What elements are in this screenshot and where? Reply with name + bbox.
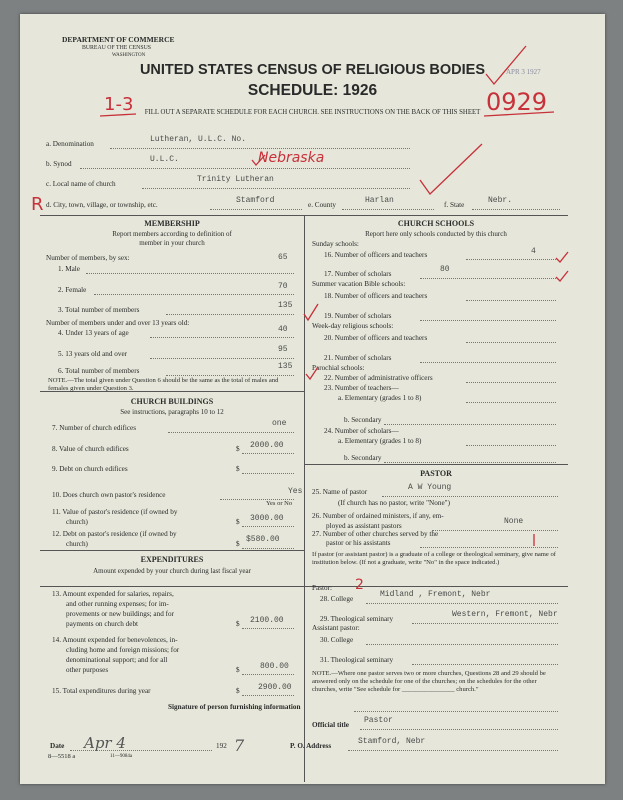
q26-label-2: ployed as assistant pastors: [326, 522, 402, 530]
q11-value-residence-label-1: 11. Value of pastor's residence (if owned by: [52, 508, 178, 516]
assistant-pastor-sublabel: Assistant pastor:: [312, 624, 360, 632]
check-total: [304, 304, 318, 320]
q14-label-2: cluding home and foreign missions; for: [66, 646, 180, 654]
received-date-stamp: APR 3 1927: [506, 68, 541, 76]
q8-value-edifices-label: 8. Value of church edifices: [52, 445, 129, 453]
q12-debt-residence-value[interactable]: $580.00: [246, 535, 280, 544]
state-value[interactable]: Nebr.: [488, 196, 513, 205]
q25-label: 25. Name of pastor: [312, 488, 368, 496]
instruction-line: FILL OUT A SEPARATE SCHEDULE FOR EACH CHURCH. SEE INSTRUCTIONS ON THE BACK OF THIS SHEET: [144, 109, 481, 116]
county-value[interactable]: Harlan: [365, 196, 394, 205]
form-number: 8—5518 a: [48, 753, 76, 760]
q11-value-residence-value[interactable]: 3000.00: [250, 514, 284, 523]
q13-label-4: payments on church debt: [66, 620, 139, 628]
q14-label-4: other purposes: [66, 666, 109, 674]
q26-value[interactable]: None: [504, 517, 524, 526]
graduate-instruction: If pastor (or assistant pastor) is a graduate of a college or theological seminary, give name of institution below. (If not a graduate, write "No" in the space indicated.): [312, 551, 557, 566]
red-checkmarks: [20, 14, 605, 784]
schools-subheading: Report here only schools conducted by this church: [365, 230, 507, 238]
q7-edifices-label: 7. Number of church edifices: [52, 424, 137, 432]
county-label: e. County: [308, 201, 336, 209]
expenditures-heading: EXPENDITURES: [140, 555, 204, 564]
yes-or-no-hint: Yes or No: [266, 500, 293, 507]
q27-label-1: 27. Number of other churches served by the: [312, 530, 439, 538]
red-annotation-r: R: [31, 194, 44, 215]
q9-debt-edifices-label: 9. Debt on church edifices: [52, 465, 128, 473]
q13-value[interactable]: 2100.00: [250, 616, 284, 625]
pastor-heading: PASTOR: [420, 469, 452, 478]
q20-label: 20. Number of officers and teachers: [324, 334, 428, 342]
q15-value[interactable]: 2900.00: [258, 683, 292, 692]
q31-label: 31. Theological seminary: [320, 656, 394, 664]
po-address-value[interactable]: Stamford, Nebr: [358, 737, 426, 746]
q6-total-value[interactable]: 135: [278, 362, 293, 371]
signature-label: Signature of person furnishing information: [168, 703, 301, 711]
q3-total-label: 3. Total number of members: [58, 306, 140, 314]
q4-under13-value[interactable]: 40: [278, 325, 288, 334]
q30-label: 30. College: [320, 636, 354, 644]
print-number: 11—9084a: [110, 754, 133, 759]
q25-hint: (If church has no pastor, write "None"): [338, 499, 450, 507]
red-annotation-two: 2: [355, 577, 364, 593]
year-handwritten[interactable]: 7: [234, 736, 245, 755]
check-q16: [556, 252, 568, 262]
check-top-right: [486, 46, 526, 84]
q1-male-value[interactable]: 65: [278, 253, 288, 262]
red-annotation-left: 1-3: [104, 94, 134, 115]
q6-total-label: 6. Total number of members: [58, 367, 140, 375]
q24-label: 24. Number of scholars—: [324, 427, 399, 435]
synod-handwritten: Nebraska: [258, 150, 325, 166]
q10-owns-residence-value[interactable]: Yes: [288, 487, 303, 496]
q5-over13-value[interactable]: 95: [278, 345, 288, 354]
q22-label: 22. Number of administrative officers: [324, 374, 433, 382]
q17-label: 17. Number of scholars: [324, 270, 392, 278]
under-over-label: Number of members under and over 13 years old:: [46, 319, 190, 327]
date-handwritten[interactable]: Apr 4: [84, 734, 126, 752]
q16-value[interactable]: 4: [531, 247, 536, 256]
q4-under13-label: 4. Under 13 years of age: [58, 329, 129, 337]
q29-label: 29. Theological seminary: [320, 615, 394, 623]
q23-secondary-label: b. Secondary: [344, 416, 382, 424]
check-county: [420, 144, 482, 194]
expenditures-subheading: Amount expended by your church during last fiscal year: [93, 567, 251, 575]
q28-label: 28. College: [320, 595, 354, 603]
q18-label: 18. Number of officers and teachers: [324, 292, 428, 300]
underline-left: [100, 114, 136, 116]
q8-value-edifices-value[interactable]: 2000.00: [250, 441, 284, 450]
summer-schools-label: Summer vacation Bible schools:: [312, 280, 406, 288]
q21-label: 21. Number of scholars: [324, 354, 392, 362]
sunday-schools-label: Sunday schools:: [312, 240, 359, 248]
synod-value[interactable]: U.L.C.: [150, 155, 179, 164]
official-title-value[interactable]: Pastor: [364, 716, 393, 725]
buildings-subheading: See instructions, paragraphs 10 to 12: [120, 408, 224, 416]
q14-value[interactable]: 800.00: [260, 662, 289, 671]
q28-value[interactable]: Midland , Fremont, Nebr: [380, 590, 491, 599]
official-title-label: Official title: [312, 721, 349, 729]
date-label: Date: [50, 742, 65, 750]
q2-female-label: 2. Female: [58, 286, 87, 294]
po-address-label: P. O. Address: [290, 742, 332, 750]
q17-value[interactable]: 80: [440, 265, 450, 274]
form-title: UNITED STATES CENSUS OF RELIGIOUS BODIES: [139, 62, 486, 78]
check-q17: [556, 271, 568, 281]
q14-label-3: denominational support; and for all: [66, 656, 168, 664]
q23-label: 23. Number of teachers—: [324, 384, 399, 392]
underline-right: [484, 112, 554, 116]
check-q6: [306, 367, 318, 379]
year-prefix: 192: [216, 742, 227, 750]
local-name-value[interactable]: Trinity Lutheran: [197, 175, 274, 184]
q2-female-value[interactable]: 70: [278, 282, 288, 291]
bureau-heading: BUREAU OF THE CENSUS: [82, 45, 151, 51]
q26-label-1: 26. Number of ordained ministers, if any, em-: [312, 512, 444, 520]
q13-label-2: and other running expenses; for im-: [66, 600, 169, 608]
city-value[interactable]: Stamford: [236, 196, 275, 205]
parochial-schools-label: Parochial schools:: [312, 364, 365, 372]
q15-label: 15. Total expenditures during year: [52, 687, 151, 695]
q24-secondary-label: b. Secondary: [344, 454, 382, 462]
q19-label: 19. Number of scholars: [324, 312, 392, 320]
q13-label-3: provements or new buildings; and for: [66, 610, 174, 618]
q27-label-2: pastor or his assistants: [326, 539, 391, 547]
q14-label-1: 14. Amount expended for benevolences, in-: [52, 636, 178, 644]
q11-value-residence-label-2: church): [66, 518, 88, 526]
denomination-label: a. Denomination: [46, 140, 94, 148]
q1-male-label: 1. Male: [58, 265, 80, 273]
washington-heading: WASHINGTON: [112, 53, 146, 58]
schools-heading: CHURCH SCHOOLS: [397, 219, 475, 228]
q3-total-value[interactable]: 135: [278, 301, 293, 310]
synod-label: b. Synod: [46, 160, 72, 168]
q16-label: 16. Number of officers and teachers: [324, 251, 428, 259]
state-label: f. State: [444, 201, 465, 209]
membership-subheading-2: member in your church: [139, 239, 205, 247]
buildings-heading: CHURCH BUILDINGS: [130, 397, 214, 406]
q12-debt-residence-label-1: 12. Debt on pastor's residence (if owned by: [52, 530, 177, 538]
q13-label-1: 13. Amount expended for salaries, repairs,: [52, 590, 174, 598]
membership-note: NOTE.—The total given under Question 6 should be the same as the total of males and females given under Question 3.: [48, 377, 279, 392]
department-heading: DEPARTMENT OF COMMERCE: [62, 35, 175, 44]
pastor-sublabel: Pastor:: [312, 584, 332, 592]
pastor-note: NOTE.—Where one pastor serves two or more churches, Questions 28 and 29 should be answered only on the schedule for one of the churches; on the schedules for the other churches, write "See schedule for ________________ church.": [312, 670, 546, 693]
q12-debt-residence-label-2: church): [66, 540, 88, 548]
membership-subheading-1: Report members according to definition of: [112, 230, 232, 238]
q29-value[interactable]: Western, Fremont, Nebr: [452, 610, 558, 619]
members-by-sex-label: Number of members, by sex:: [46, 254, 130, 262]
q24-elementary-label: a. Elementary (grades 1 to 8): [338, 437, 422, 445]
q23-elementary-label: a. Elementary (grades 1 to 8): [338, 394, 422, 402]
denomination-value[interactable]: Lutheran, U.L.C. No.: [150, 135, 247, 144]
red-annotation-right: 0929: [486, 88, 548, 116]
census-schedule-sheet: DEPARTMENT OF COMMERCE BUREAU OF THE CENSUS WASHINGTON UNITED STATES CENSUS OF RELIGIOUS BODIES SCHEDULE: 1926 FILL OUT A SEPARATE SCHEDULE FOR EACH CHURCH. SEE INSTRUCTIONS ON THE BACK OF THIS SHEET APR 3 1927 1-3 0929 R a. Denomination Lutheran, U.L.C. No. b. Synod U.L.C. Nebraska c. Local name of church Trinity Lutheran d. City, town, village, or township, etc. Stamford e. County Harlan f. State Nebr. MEMBERSHIP Report members according to definition of member in your church Number of members, by sex: 1. Male 65 2. Female 70 3. Total number of members 135 Number of members under and over 13 years old: 4. Under 13 years of age 40 5. 13 years old and over 95 6. Total number of members 135 NOTE.—The total given under Question 6 should be the same as the total of males and females given under Question 3. CHURCH BUILDINGS See instructions, paragraphs 10 to 12 7. Number of church edifices one 8. Value of church edifices $ 2000.00 9. Debt on church edifices $ 10. Does church own pastor's residence Yes Yes or No 11. Value of pastor's residence (if owned by church) $ 3000.00 12. Debt on pastor's residence (if owned by church) $ $580.00 EXPENDITURES Amount expended by your church during last fiscal year 13. Amount expended for salaries, repairs, and other running expenses; for im- provements or new buildings; and for payments on church debt $ 2100.00 14. Amount expended for benevolences, in- cluding home and foreign missions; for denominational support; and for all other purposes $ 800.00 15. Total expenditures during year $ 2900.00 CHURCH SCHOOLS Report here only schools conducted by this church Sunday schools: 16. Number of officers and teachers 4 17. Number of scholars 80 Summer vacation Bible schools: 18. Number of officers and teachers 19. Number of scholars Week-day religious schools: 20. Number of officers and teachers 21. Number of scholars Parochial schools: 22. Number of administrative officers 23. Number of teachers— a. Elementary (grades 1 to 8) b. Secondary 24. Number of scholars— a. Elementary (grades 1 to 8) b. Secondary PASTOR 25. Name of pastor A W Young (If church has no pastor, write "None") 26. Number of ordained ministers, if any, em- ployed as assistant pastors None 27. Number of other churches served by the pastor or his assistants If pastor (or assistant pastor) is a graduate of a college or theological seminary, give name of institution below. (If not a graduate, write "No" in the space indicated.) Pastor: 2 28. College Midland , Fremont, Nebr 29. Theological seminary Western, Fremont, Nebr Assistant pastor: 30. College 31. Theological seminary NOTE.—Where one pastor serves two or more churches, Questions 28 and 29 should be answered only on the schedule for one of the churches; on the schedules for the other churches, write "See schedule for ________________ church." Signature of person furnishing information Official title Pastor Date Apr 4 192 7 P. O. Address Stamford, Nebr 8—5518 a 11—9084a: [20, 14, 605, 784]
q25-value[interactable]: A W Young: [408, 483, 452, 492]
city-label: d. City, town, village, or township, etc.: [46, 201, 158, 209]
check-synod: [252, 155, 265, 165]
schedule-title: SCHEDULE: 1926: [247, 82, 378, 99]
membership-heading: MEMBERSHIP: [144, 219, 200, 228]
local-name-label: c. Local name of church: [46, 180, 116, 188]
q5-over13-label: 5. 13 years old and over: [58, 350, 128, 358]
q10-owns-residence-label: 10. Does church own pastor's residence: [52, 491, 166, 499]
weekday-schools-label: Week-day religious schools:: [312, 322, 394, 330]
q7-edifices-value[interactable]: one: [272, 419, 287, 428]
